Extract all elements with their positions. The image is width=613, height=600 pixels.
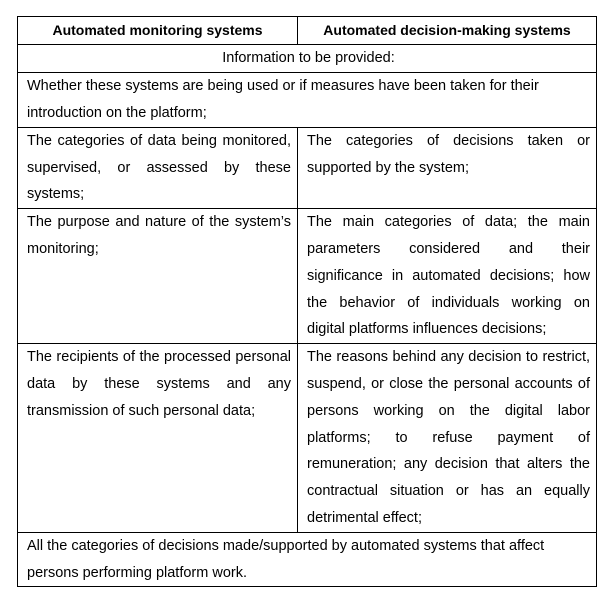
table-row: [18, 209, 597, 344]
decision-cell: The reasons behind any decision to restrict, suspend, or close the personal accounts of persons working on the digital labor platforms; to refuse payment of remuneration; any decision that alters the contractual situation or has an equally detrimental effect;: [298, 344, 597, 533]
systems-usage-cell: Whether these systems are being used or if measures have been taken for their introduction on the platform;: [18, 72, 597, 127]
table-row: [18, 344, 597, 533]
decision-cell: The main categories of data; the main parameters considered and their significance in automated decisions; how the behavior of individuals working on digital platforms influences decisions;: [298, 209, 597, 344]
info-row: [18, 45, 597, 73]
usage-row: [18, 72, 597, 127]
information-to-be-provided-cell: Information to be provided:: [18, 45, 597, 73]
information-table: [17, 16, 597, 587]
monitoring-cell: The recipients of the processed personal data by these systems and any transmission of such personal data;: [18, 344, 298, 533]
monitoring-cell: The categories of data being monitored, supervised, or assessed by these systems;: [18, 127, 298, 208]
header-automated-decision-making-systems: Automated decision-making systems: [298, 17, 597, 45]
decision-categories-cell: All the categories of decisions made/supported by automated systems that affect persons performing platform work.: [18, 532, 597, 587]
decision-cell: The categories of decisions taken or supported by the system;: [298, 127, 597, 208]
footer-row: [18, 532, 597, 587]
table-row: [18, 127, 597, 208]
monitoring-cell: The purpose and nature of the system’s monitoring;: [18, 209, 298, 344]
header-automated-monitoring-systems: Automated monitoring systems: [18, 17, 298, 45]
header-row: [18, 17, 597, 45]
